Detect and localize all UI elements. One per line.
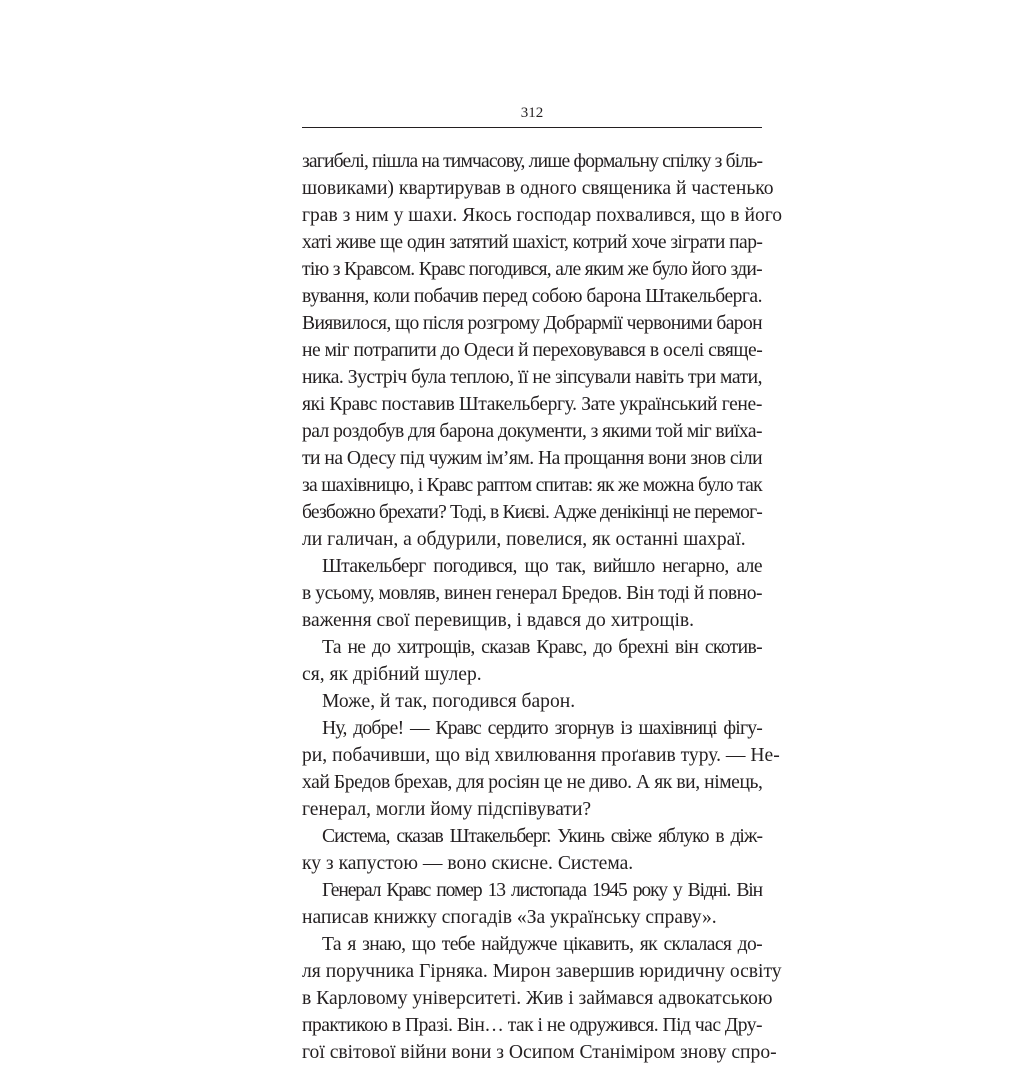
header-rule	[302, 127, 762, 128]
text-line: шовиками) квартирував в одного священика й частенько	[302, 178, 774, 199]
text-line: безбожно брехати? Тоді, в Києві. Адже денікінці не перемог-	[302, 502, 762, 523]
text-line: написав книжку спогадів «За українську справу».	[302, 907, 717, 928]
text-line: генерал, могли йому підспівувати?	[302, 799, 592, 820]
text-line: Може, й так, погодився барон.	[322, 691, 576, 712]
paragraph	[302, 931, 782, 1066]
text-line: ку з капустою — воно скисне. Система.	[302, 853, 634, 874]
text-line: загибелі, пішла на тимчасову, лише формальну спілку з біль-	[302, 151, 763, 172]
text-line: хай Бредов брехав, для росіян це не диво. А як ви, німець,	[302, 772, 763, 793]
paragraph	[302, 148, 783, 553]
text-line: рал роздобув для барона документи, з якими той міг виїха-	[302, 421, 762, 442]
text-line: ли галичан, а обдурили, повелися, як останні шахраї.	[302, 529, 746, 550]
paragraph	[302, 823, 762, 877]
paragraph	[302, 715, 780, 823]
text-line: ника. Зустріч була теплою, її не зіпсували навіть три мати,	[302, 367, 762, 388]
text-line: Генерал Кравс помер 13 листопада 1945 року у Відні. Він	[322, 880, 762, 901]
text-line: ся, як дрібний шулер.	[302, 664, 482, 685]
text-line: Штакельберг погодився, що так, вийшло негарно, але	[322, 556, 762, 577]
text-line: за шахівницю, і Кравс раптом спитав: як же можна було так	[302, 475, 762, 496]
text-line: не міг потрапити до Одеси й переховувався в оселі свяще-	[302, 340, 763, 361]
text-line: практикою в Празі. Він… так і не одружився. Під час Дру-	[302, 1015, 762, 1036]
text-line: хаті живе ще один затятий шахіст, котрий хоче зіграти пар-	[302, 232, 763, 253]
text-line: ля поручника Гірняка. Мирон завершив юридичну освіту	[302, 961, 782, 982]
text-line: важення свої перевищив, і вдався до хитрощів.	[302, 610, 695, 631]
text-line: Та не до хитрощів, сказав Кравс, до брехні він скотив-	[322, 637, 762, 658]
book-page	[302, 104, 783, 1066]
text-line: Виявилося, що після розгрому Добрармії червоними барон	[302, 313, 762, 334]
body-text	[302, 148, 783, 1066]
text-line: в усьому, мовляв, винен генерал Бредов. Він тоді й повно-	[302, 583, 763, 604]
page-number: 312	[520, 105, 544, 121]
paragraph	[302, 634, 762, 688]
text-line: Ну, добре! — Кравс сердито згорнув із шахівниці фігу-	[322, 718, 762, 739]
text-line: грав з ним у шахи. Якось господар похвалився, що в його	[302, 205, 783, 226]
paragraph	[302, 877, 762, 931]
text-line: гої світової війни вони з Осипом Станіміром знову спро-	[302, 1042, 777, 1063]
text-line: які Кравс поставив Штакельбергу. Зате український гене-	[302, 394, 762, 415]
text-line: Система, сказав Штакельберг. Укинь свіже яблуко в діж-	[322, 826, 762, 847]
paragraph	[302, 553, 762, 634]
text-line: вування, коли побачив перед собою барона Штакельберга.	[302, 286, 762, 307]
paragraph	[302, 688, 762, 715]
text-line: Та я знаю, що тебе найдужче цікавить, як склалася до-	[322, 934, 762, 955]
text-line: тію з Кравсом. Кравс погодився, але яким же було його зди-	[302, 259, 762, 280]
text-line: ти на Одесу під чужим ім’ям. На прощання вони знов сіли	[302, 448, 763, 469]
text-line: ри, побачивши, що від хвилювання проґавив туру. — Не-	[302, 745, 780, 766]
text-line: в Карловому університеті. Жив і займався адвокатською	[302, 988, 773, 1009]
